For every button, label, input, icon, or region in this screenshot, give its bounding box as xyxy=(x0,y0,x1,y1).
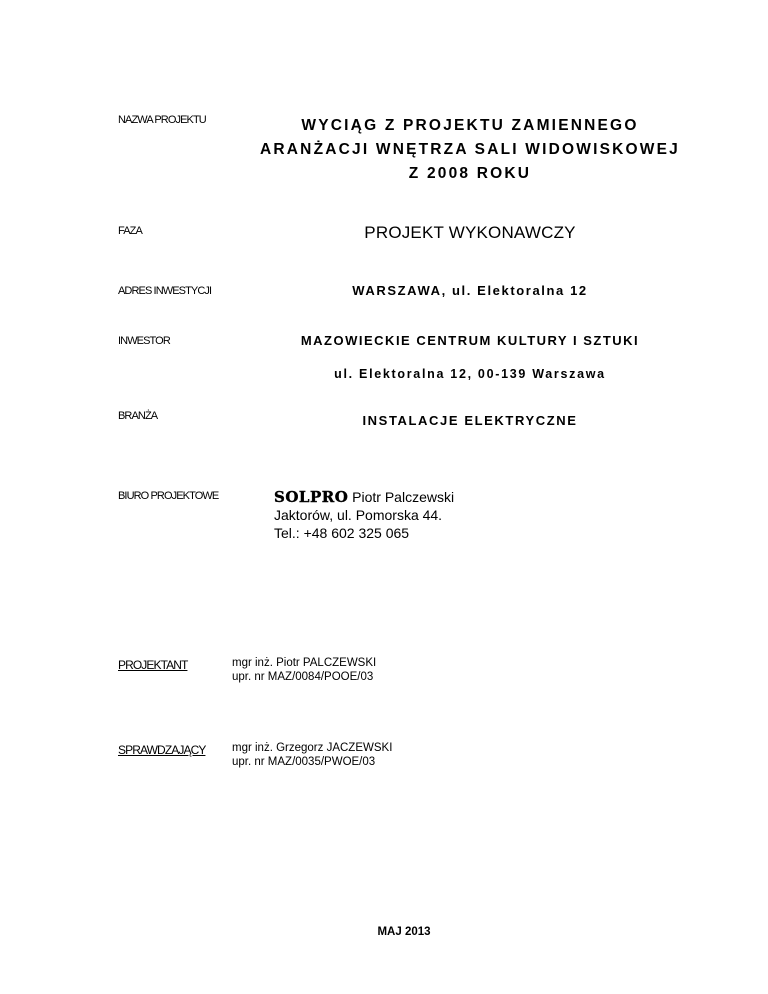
label-inwestor: INWESTOR xyxy=(118,335,170,347)
label-biuro-projektowe: BIURO PROJEKTOWE xyxy=(118,490,219,502)
label-nazwa-projektu: NAZWA PROJEKTU xyxy=(118,114,206,126)
investor-name: MAZOWIECKIE CENTRUM KULTURY I SZTUKI xyxy=(300,333,640,348)
projektant-name: mgr inż. Piotr PALCZEWSKI xyxy=(232,657,377,669)
sprawdzajacy-info xyxy=(232,741,392,769)
office-name-line xyxy=(274,488,454,506)
label-faza: FAZA xyxy=(118,225,142,237)
label-sprawdzajacy: SPRAWDZAJĄCY xyxy=(118,743,206,757)
document-date: MAJ 2013 xyxy=(377,926,431,938)
sprawdzajacy-name: mgr inż. Grzegorz JACZEWSKI xyxy=(232,742,393,754)
design-office xyxy=(274,488,454,542)
label-adres-inwestycji: ADRES INWESTYCJI xyxy=(118,285,212,297)
phase-value: PROJEKT WYKONAWCZY xyxy=(364,223,576,242)
projektant-info xyxy=(232,656,376,684)
label-projektant: PROJEKTANT xyxy=(118,658,188,672)
office-owner: Piotr Palczewski xyxy=(348,489,455,505)
solpro-logo: SOLPRO xyxy=(274,488,349,506)
projektant-license: upr. nr MAZ/0084/POOE/03 xyxy=(232,671,374,683)
office-phone: Tel.: +48 602 325 065 xyxy=(274,525,410,541)
branza-value: INSTALACJE ELEKTRYCZNE xyxy=(362,413,578,428)
office-street: Jaktorów, ul. Pomorska 44. xyxy=(274,507,443,523)
investor-address: ul. Elektoralna 12, 00-139 Warszawa xyxy=(334,367,606,381)
address-value: WARSZAWA, ul. Elektoralna 12 xyxy=(352,283,588,298)
title-line-2: ARANŻACJI WNĘTRZA SALI WIDOWISKOWEJ xyxy=(260,141,680,158)
title-line-3: Z 2008 ROKU xyxy=(408,165,532,182)
title-line-1: WYCIĄG Z PROJEKTU ZAMIENNEGO xyxy=(301,117,639,134)
label-branza: BRANŻA xyxy=(118,410,158,422)
sprawdzajacy-license: upr. nr MAZ/0035/PWOE/03 xyxy=(232,756,376,768)
project-title xyxy=(225,114,715,186)
